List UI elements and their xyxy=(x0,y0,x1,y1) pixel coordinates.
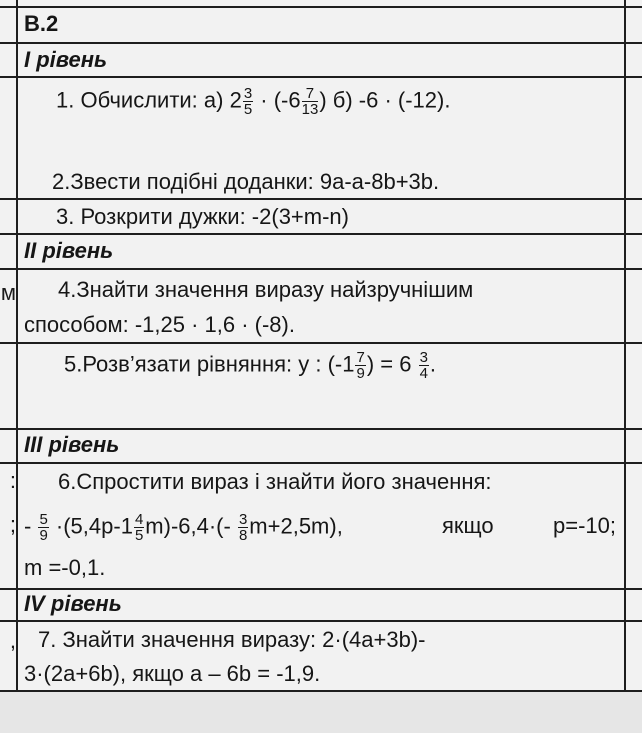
table-divider xyxy=(0,198,642,200)
table-divider xyxy=(0,268,642,270)
fraction-numerator: 7 xyxy=(302,86,319,102)
fraction xyxy=(355,350,365,381)
table-divider xyxy=(0,428,642,430)
fraction-denominator: 5 xyxy=(243,101,253,118)
fraction-denominator: 9 xyxy=(356,365,365,382)
task-4-line-1: 4.Знайти значення виразу найзручнішим xyxy=(58,277,474,302)
table-border-bottom xyxy=(0,690,642,692)
task-1 xyxy=(56,86,642,117)
task-5-suffix: . xyxy=(429,351,437,377)
cut-fragment: : xyxy=(9,468,16,493)
task-5 xyxy=(64,350,642,381)
table-divider xyxy=(0,233,642,235)
task-3: 3. Розкрити дужки: -2(3+m-n) xyxy=(56,204,349,229)
cut-fragment: м xyxy=(0,280,16,305)
task-6-line-3: m =-0,1. xyxy=(24,555,106,580)
task-1-middle: · (-6 xyxy=(254,87,301,113)
task-5-prefix: 5.Розв’язати рівняння: у : (-1 xyxy=(64,351,355,377)
fraction xyxy=(38,512,48,543)
task-6-part: m+2,5m), xyxy=(249,513,343,539)
table-divider xyxy=(0,462,642,464)
task-4-line-2: способом: -1,25 · 1,6 · (-8). xyxy=(24,312,295,337)
fraction xyxy=(302,86,319,117)
table-border-top xyxy=(0,6,642,8)
table-divider xyxy=(0,42,642,44)
task-6-part: - xyxy=(24,513,38,539)
task-6-part: m)-6,4·(- xyxy=(145,513,237,539)
level-1-heading: І рівень xyxy=(24,47,108,72)
fraction-numerator: 3 xyxy=(238,511,248,528)
fraction-denominator: 4 xyxy=(419,365,428,382)
fraction-denominator: 13 xyxy=(301,101,319,118)
task-1-prefix: 1. Обчислити: а) 2 xyxy=(56,87,242,113)
fraction xyxy=(419,350,429,381)
fraction xyxy=(238,512,248,543)
task-6-condition-word: якщо xyxy=(442,513,494,538)
fraction-denominator: 5 xyxy=(134,527,144,544)
task-6-line-1: 6.Спростити вираз і знайти його значення: xyxy=(58,469,492,494)
level-4-heading: ІV рівень xyxy=(24,591,122,616)
level-2-heading: ІІ рівень xyxy=(24,238,114,263)
fraction xyxy=(134,512,144,543)
fraction-denominator: 9 xyxy=(39,527,48,544)
fraction xyxy=(243,86,253,117)
task-6-line-2 xyxy=(24,512,616,543)
table-divider xyxy=(0,620,642,622)
task-7-line-2: 3·(2а+6b), якщо а – 6b = -1,9. xyxy=(24,661,321,686)
fraction-numerator: 4 xyxy=(134,511,144,528)
fraction-numerator: 5 xyxy=(39,511,48,528)
cut-fragment: ; xyxy=(9,512,16,537)
table-border-left-column xyxy=(16,0,18,692)
task-6-condition-value: р=-10; xyxy=(553,513,616,538)
task-5-middle: ) = 6 xyxy=(366,351,418,377)
fraction-denominator: 8 xyxy=(238,527,248,544)
table-divider xyxy=(0,76,642,78)
table-divider xyxy=(0,342,642,344)
fraction-numerator: 3 xyxy=(419,349,428,366)
task-7-line-1: 7. Знайти значення виразу: 2·(4а+3b)- xyxy=(38,627,426,652)
level-3-heading: ІІІ рівень xyxy=(24,432,120,457)
variant-title: В.2 xyxy=(24,11,59,36)
task-1-suffix: ) б) -6 · (-12). xyxy=(319,87,451,113)
fraction-numerator: 7 xyxy=(356,349,365,366)
task-6-part: ·(5,4р-1 xyxy=(49,513,133,539)
cut-fragment: , xyxy=(9,628,16,653)
task-2: 2.Звести подібні доданки: 9а-а-8b+3b. xyxy=(52,169,440,194)
fraction-numerator: 3 xyxy=(243,85,253,102)
